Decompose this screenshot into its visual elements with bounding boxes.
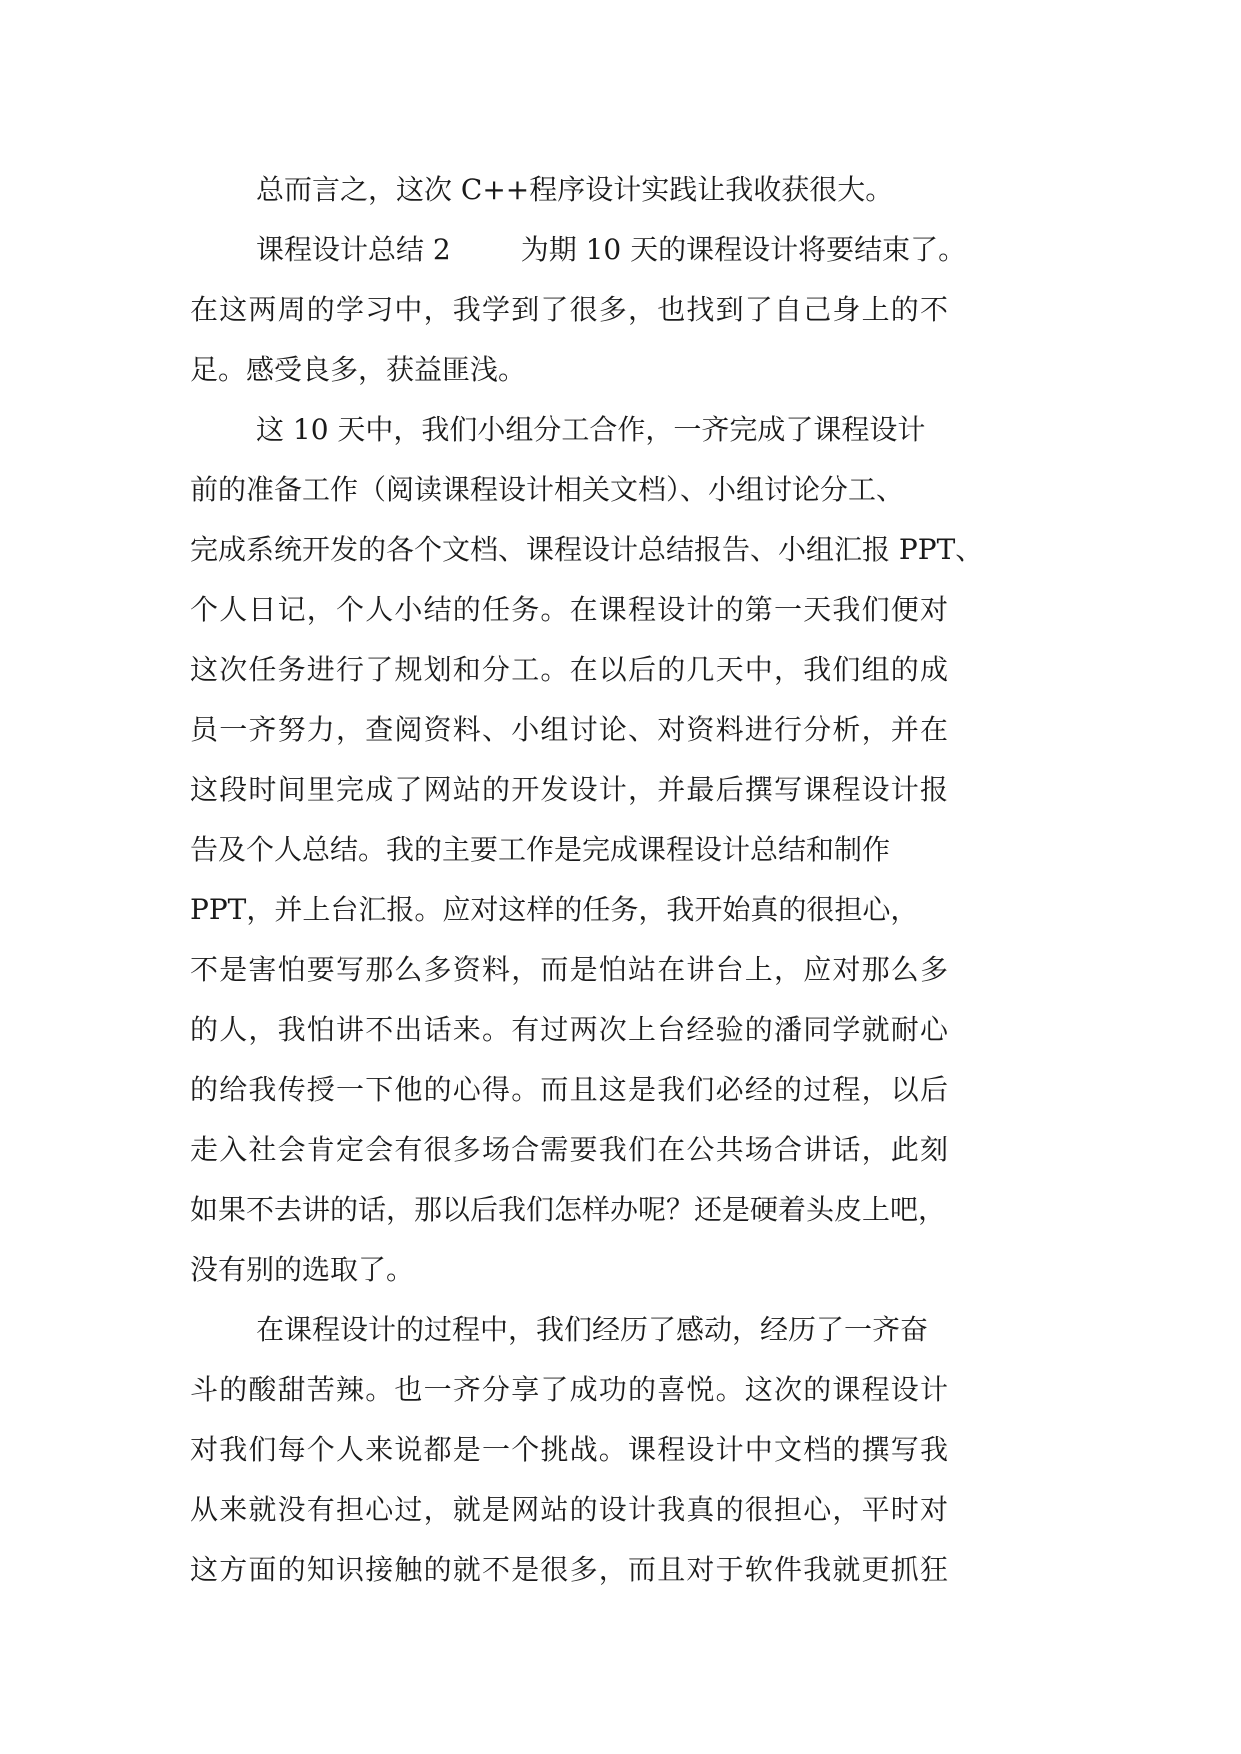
paragraph-line: 这 10 天中，我们小组分工合作，一齐完成了课程设计 — [256, 413, 926, 446]
paragraph-line: 没有别的选取了。 — [190, 1253, 415, 1286]
section-heading: 课程设计总结 2 — [256, 233, 451, 266]
paragraph-line: 在这两周的学习中，我学到了很多，也找到了自己身上的不 — [190, 293, 950, 326]
paragraph-line: 员一齐努力，查阅资料、小组讨论、对资料进行分析，并在 — [190, 713, 950, 746]
paragraph-line: 为期 10 天的课程设计将要结束了。 — [520, 233, 967, 266]
paragraph-line: 这方面的知识接触的就不是很多，而且对于软件我就更抓狂 — [190, 1553, 950, 1586]
paragraph-line: 前的准备工作（阅读课程设计相关文档）、小组讨论分工、 — [190, 473, 905, 506]
paragraph-line: 足。感受良多，获益匪浅。 — [190, 353, 527, 386]
paragraph-line: PPT，并上台汇报。应对这样的任务，我开始真的很担心， — [190, 893, 919, 926]
paragraph-line: 个人日记，个人小结的任务。在课程设计的第一天我们便对 — [190, 593, 950, 626]
paragraph-line: 从来就没有担心过，就是网站的设计我真的很担心，平时对 — [190, 1493, 950, 1526]
paragraph-line: 如果不去讲的话，那以后我们怎样办呢？还是硬着头皮上吧， — [190, 1193, 947, 1226]
paragraph-line: 告及个人总结。我的主要工作是完成课程设计总结和制作 — [190, 833, 891, 866]
paragraph-line: 这次任务进行了规划和分工。在以后的几天中，我们组的成 — [190, 653, 950, 686]
heading-line — [190, 220, 1060, 280]
paragraph-line: 这段时间里完成了网站的开发设计，并最后撰写课程设计报 — [190, 773, 950, 806]
paragraph-line: 走入社会肯定会有很多场合需要我们在公共场合讲话，此刻 — [190, 1133, 950, 1166]
paragraph-line: 在课程设计的过程中，我们经历了感动，经历了一齐奋 — [256, 1313, 929, 1346]
paragraph-line: 总而言之，这次 C++程序设计实践让我收获很大。 — [256, 173, 894, 206]
paragraph-line: 的人，我怕讲不出话来。有过两次上台经验的潘同学就耐心 — [190, 1013, 950, 1046]
paragraph-line: 的给我传授一下他的心得。而且这是我们必经的过程，以后 — [190, 1073, 950, 1106]
paragraph-line: 不是害怕要写那么多资料，而是怕站在讲台上，应对那么多 — [190, 953, 950, 986]
paragraph-line: 对我们每个人来说都是一个挑战。课程设计中文档的撰写我 — [190, 1433, 950, 1466]
body-text — [190, 160, 1060, 1600]
paragraph-line: 完成系统开发的各个文档、课程设计总结报告、小组汇报 PPT、 — [190, 533, 984, 566]
paragraph-line: 斗的酸甜苦辣。也一齐分享了成功的喜悦。这次的课程设计 — [190, 1373, 950, 1406]
